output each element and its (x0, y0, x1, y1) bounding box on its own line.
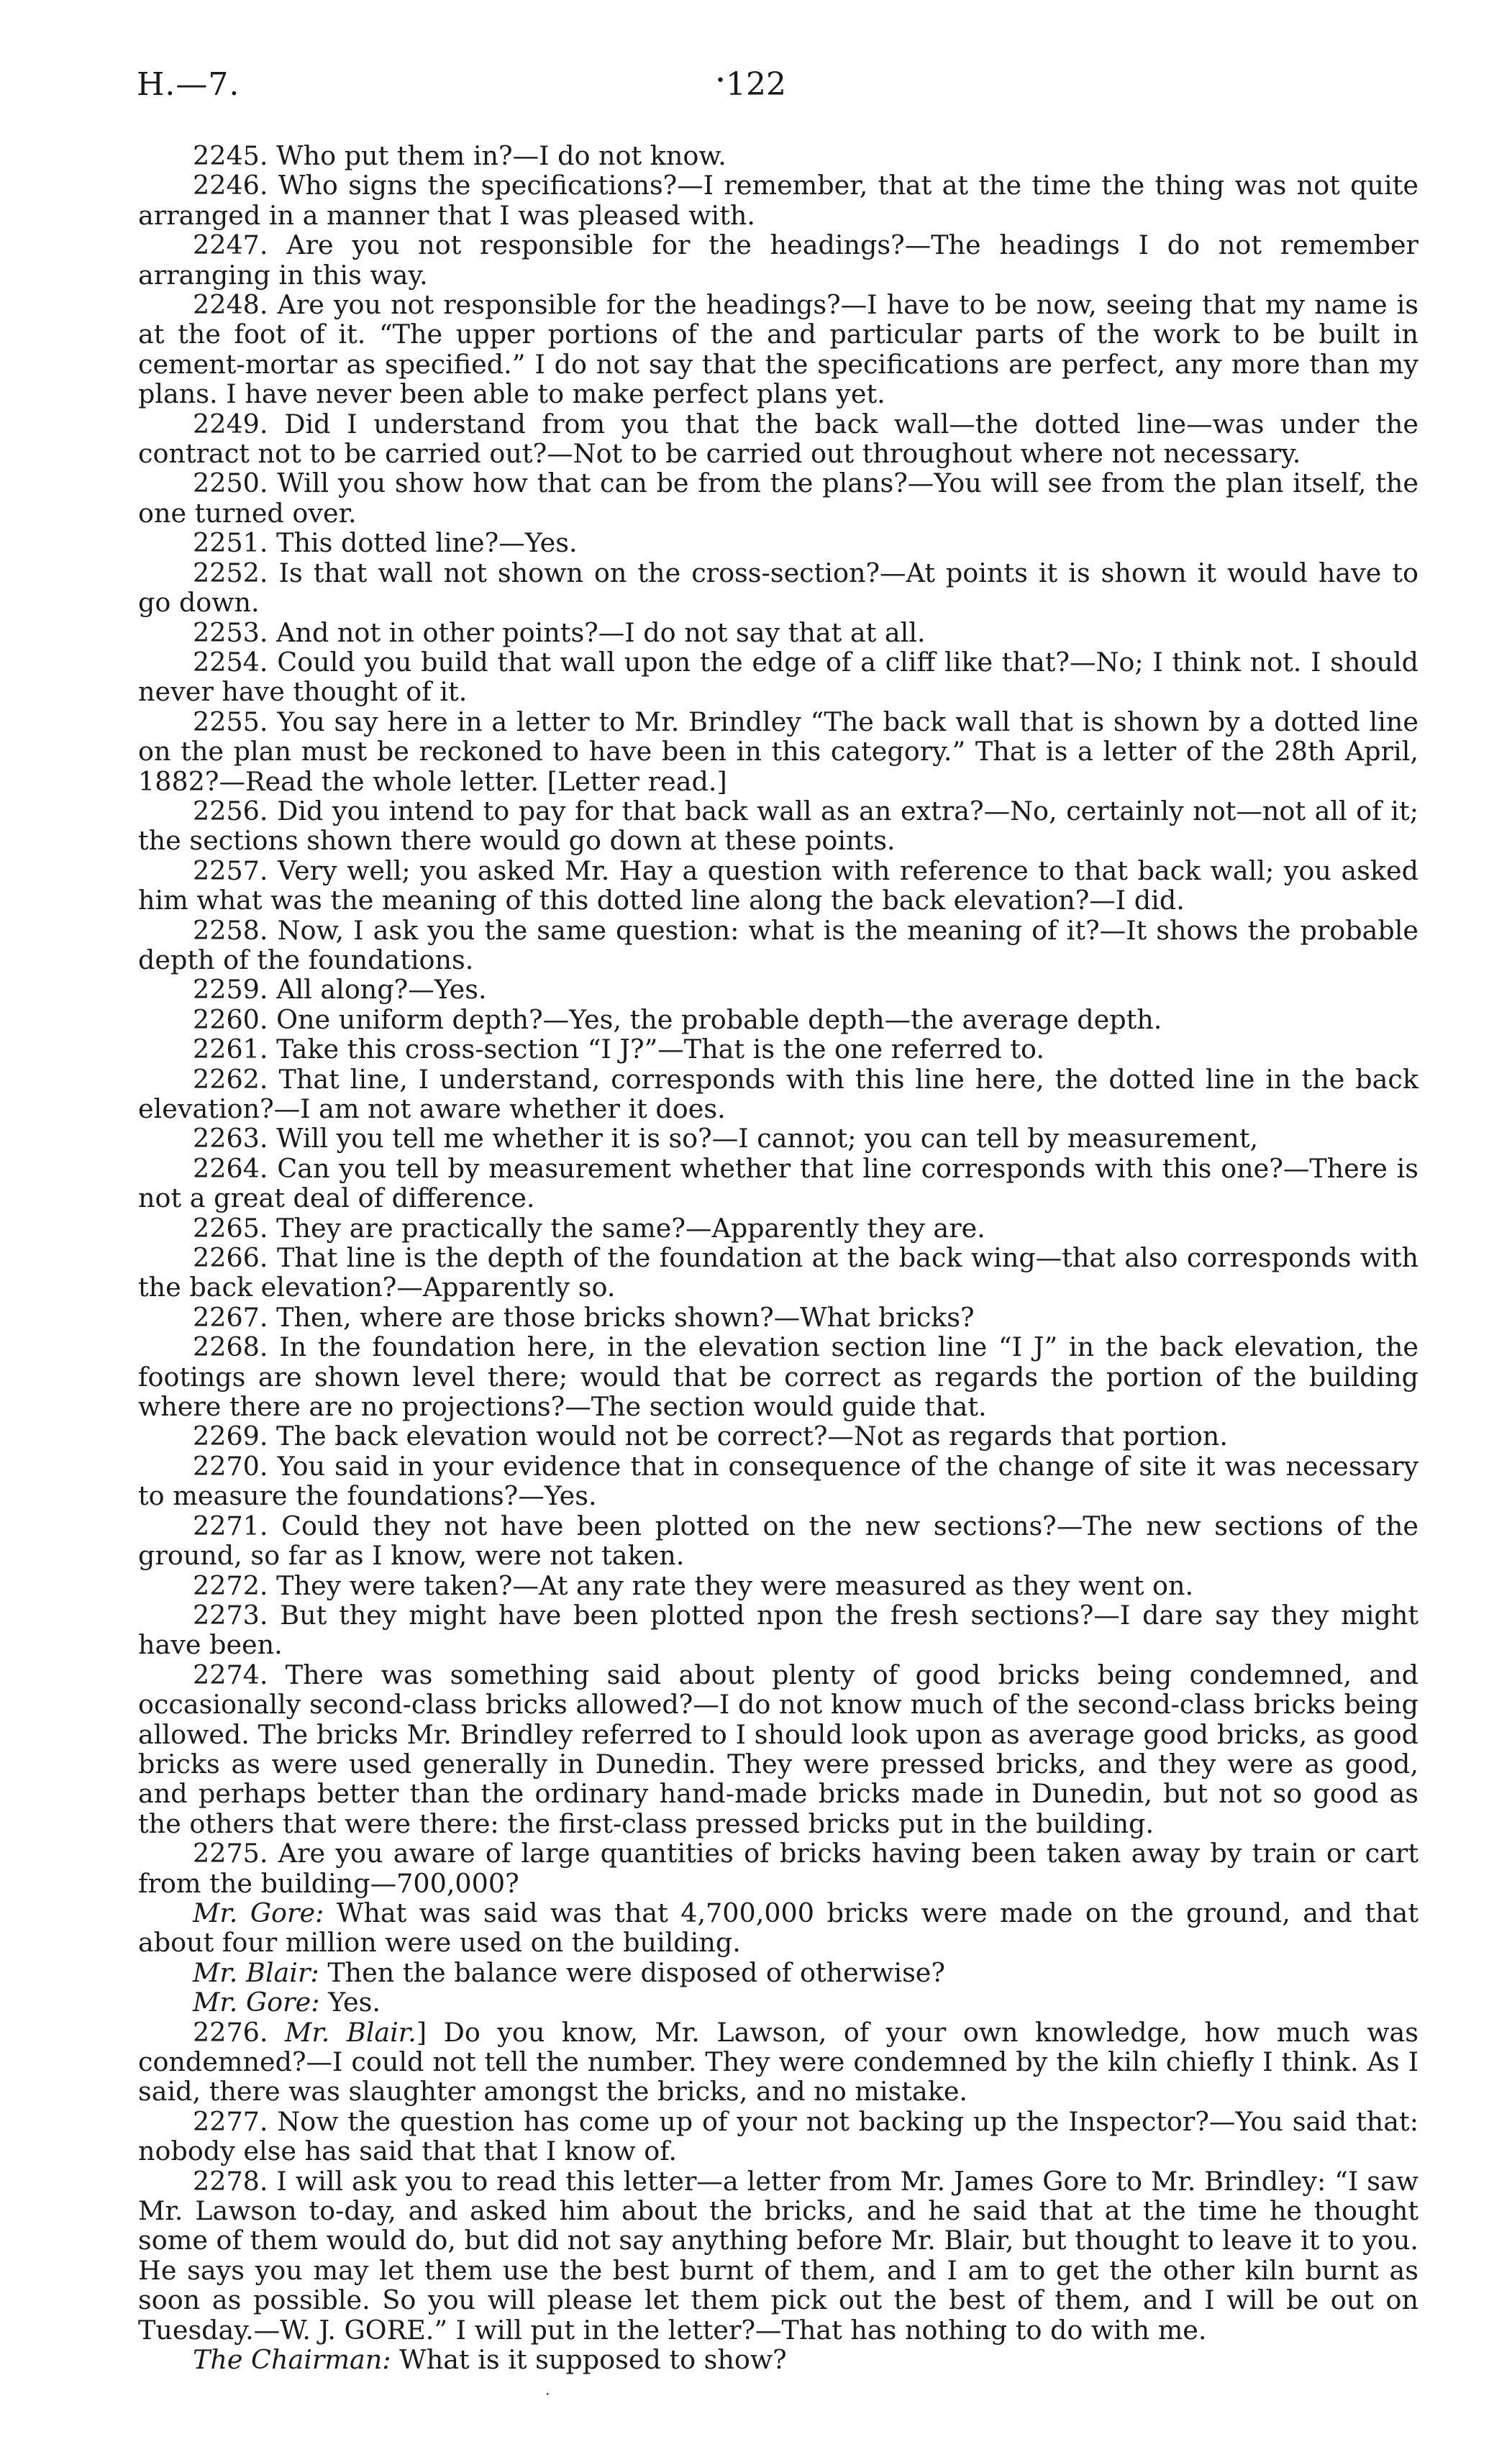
paragraph-text: 2273. But they might have been plotted npon the fresh sections?—I dare say they might have been. (138, 1599, 1418, 1661)
paragraph-text: 2267. Then, where are those bricks shown?—What bricks? (193, 1301, 975, 1333)
testimony-paragraph (138, 1511, 1418, 1571)
header-dot-mark: • (716, 72, 725, 90)
paragraph-text: 2260. One uniform depth?—Yes, the probable depth—the average depth. (193, 1003, 1162, 1035)
testimony-paragraph (138, 2018, 1418, 2107)
paragraph-text: 2251. This dotted line?—Yes. (193, 527, 578, 559)
paragraph-text: 2262. That line, I understand, corresponds with this line here, the dotted line in the back elevation?—I am not aware whether it does. (138, 1063, 1418, 1124)
paragraph-text: 2250. Will you show how that can be from the plans?—You will see from the plan itself, the one turned over. (138, 468, 1418, 529)
paragraph-text: Do you know, Mr. Lawson, of your own knowledge, how much was condemned?—I could not tell the number. They were condemned by the kiln chiefly I think. As I said, there was slaughter amongst the bricks, and no mistake. (138, 2016, 1419, 2107)
testimony-paragraph (138, 1332, 1418, 1421)
speaker-name: Mr. Gore: (193, 1987, 320, 2018)
paragraph-text: 2258. Now, I ask you the same question: what is the meaning of it?—It shows the probable depth of the foundations. (138, 914, 1418, 975)
paragraph-text: 2274. There was something said about plenty of good bricks being condemned, and occasionally second-class bricks allowed?—I do not know much of the second-class bricks being allowed. The bricks Mr. Brindley referred to I should look upon as average good bricks, as good bricks as were used generally in Dunedin. They were pressed bricks, and they were as good, and perhaps better than the ordinary hand-made bricks made in Dunedin, but not so good as the others that were there: the first-class pressed bricks put in the building. (138, 1659, 1418, 1839)
paragraph-text: 2268. In the foundation here, in the elevation section line “I J” in the back elevation, the footings are shown level there; would that be correct as regards the portion of the building where there are no projections?—The section would guide that. (138, 1331, 1418, 1423)
testimony-paragraph (138, 1065, 1418, 1124)
testimony-paragraph (138, 1213, 1418, 1243)
paragraph-text: 2275. Are you aware of large quantities of bricks having been taken away by train or cart from the building—700,000? (138, 1838, 1418, 1899)
testimony-body (138, 141, 1418, 2374)
testimony-paragraph (138, 468, 1418, 528)
speaker-name: Mr. Gore: (193, 1897, 324, 1928)
testimony-paragraph (138, 1898, 1418, 1958)
speaker-name: Mr. Blair. (284, 2016, 416, 2048)
testimony-paragraph (138, 141, 1418, 170)
testimony-paragraph (138, 558, 1418, 618)
testimony-paragraph (138, 647, 1418, 707)
testimony-paragraph (138, 170, 1418, 230)
paragraph-text: 2277. Now the question has come up of your not backing up the Inspector?—You said that: nobody else has said that that I know of. (138, 2105, 1418, 2167)
paragraph-text: What was said was that 4,700,000 bricks were made on the ground, and that about four million were used on the building. (138, 1897, 1418, 1959)
testimony-paragraph (138, 707, 1418, 796)
testimony-paragraph (138, 409, 1418, 469)
paragraph-text: 2259. All along?—Yes. (193, 974, 487, 1006)
paragraph-text: 2271. Could they not have been plotted on the new sections?—The new sections of the ground, so far as I know, were not taken. (138, 1510, 1418, 1572)
paragraph-text: 2269. The back elevation would not be correct?—Not as regards that portion. (193, 1421, 1228, 1452)
paragraph-text: 2266. That line is the depth of the foundation at the back wing—that also corresponds with the back elevation?—Apparently so. (138, 1242, 1418, 1303)
testimony-paragraph (138, 1421, 1418, 1451)
testimony-paragraph (138, 916, 1418, 975)
paragraph-text: 2272. They were taken?—At any rate they were measured as they went on. (193, 1569, 1194, 1601)
paragraph-text: 2246. Who signs the specifications?—I remember, that at the time the thing was not quite arranged in a manner that I was pleased with. (138, 170, 1418, 231)
testimony-paragraph (138, 1452, 1418, 1511)
speaker-name: The Chairman: (193, 2344, 391, 2376)
testimony-paragraph (138, 1571, 1418, 1600)
testimony-paragraph (138, 2166, 1418, 2345)
testimony-paragraph (138, 2345, 1418, 2374)
question-number: 2276. (193, 2016, 268, 2048)
paragraph-text: 2254. Could you build that wall upon the edge of a cliff like that?—No; I think not. I should never have thought of it. (138, 646, 1418, 708)
testimony-paragraph (138, 1303, 1418, 1332)
page-number: 122 (726, 66, 786, 103)
paragraph-text: 2256. Did you intend to pay for that back wall as an extra?—No, certainly not—not all of it; the sections shown there would go down at these points. (138, 795, 1418, 857)
paragraph-text: 2255. You say here in a letter to Mr. Brindley “The back wall that is shown by a dotted line on the plan must be reckoned to have been in this category.” That is a letter of the 28th April, 1882?—Read the whole letter. [Letter read.] (138, 706, 1418, 797)
testimony-paragraph (138, 1005, 1418, 1034)
paragraph-text: Yes. (328, 1987, 381, 2018)
paragraph-text: 2247. Are you not responsible for the headings?—The headings I do not remember arranging in this way. (138, 229, 1418, 291)
testimony-paragraph (138, 1034, 1418, 1064)
paragraph-text: 2248. Are you not responsible for the headings?—I have to be now, seeing that my name is at the foot of it. “The upper portions of the and particular parts of the work to be built in cement-mortar as specified.” I do not say that the specifications are perfect, any more than my plans. I have never been able to make perfect plans yet. (138, 289, 1418, 410)
testimony-paragraph (138, 796, 1418, 856)
page-header (137, 66, 1375, 117)
document-reference: H.—7. (137, 66, 240, 103)
paragraph-text: 2249. Did I understand from you that the back wall—the dotted line—was under the contract not to be carried out?—Not to be carried out throughout where not necessary. (138, 408, 1418, 470)
paragraph-text: 2261. Take this cross-section “I J?”—That is the one referred to. (193, 1034, 1044, 1065)
paragraph-text: 2257. Very well; you asked Mr. Hay a question with reference to that back wall; you asked him what was the meaning of this dotted line along the back elevation?—I did. (138, 855, 1418, 916)
paragraph-text: 2270. You said in your evidence that in consequence of the change of site it was necessary to measure the foundations?—Yes. (138, 1450, 1418, 1512)
paragraph-text: 2264. Can you tell by measurement whether that line corresponds with this one?—There is not a great deal of difference. (138, 1152, 1418, 1214)
testimony-paragraph (138, 1243, 1418, 1303)
testimony-paragraph (138, 1154, 1418, 1213)
paragraph-text: 2278. I will ask you to read this letter—a letter from Mr. James Gore to Mr. Brindley: “I saw Mr. Lawson to-day, and asked him about the bricks, and he said that at the time he thought some of them would do, but did not say anything before Mr. Blair, but thought to leave it to you. He says you may let them use the best burnt of them, and I am to get the other kiln burnt as soon as possible. So you will please let them pick out the best of them, and I will be out on Tuesday.—W. J. GORE.” I will put in the letter?—That has nothing to do with me. (138, 2165, 1418, 2346)
testimony-paragraph (138, 1660, 1418, 1838)
testimony-paragraph (138, 1958, 1418, 1987)
testimony-paragraph (138, 2107, 1418, 2166)
paragraph-text: Then the balance were disposed of otherwise? (327, 1956, 945, 1988)
testimony-paragraph (138, 290, 1418, 409)
paragraph-text: What is it supposed to show? (399, 2344, 787, 2376)
testimony-paragraph (138, 1600, 1418, 1660)
paragraph-text: 2265. They are practically the same?—Apparently they are. (193, 1212, 985, 1244)
testimony-paragraph (138, 618, 1418, 647)
paragraph-text: 2252. Is that wall not shown on the cross-section?—At points it is shown it would have to go down. (138, 557, 1418, 619)
testimony-paragraph (138, 230, 1418, 290)
speaker-name: Mr. Blair: (193, 1956, 319, 1988)
testimony-paragraph (138, 1987, 1418, 2017)
footer-dot-mark: · (545, 2385, 550, 2402)
testimony-paragraph (138, 1124, 1418, 1153)
paragraph-text: 2245. Who put them in?—I do not know. (193, 140, 727, 171)
testimony-paragraph (138, 975, 1418, 1004)
testimony-paragraph (138, 528, 1418, 557)
speaker-bracket: ] (416, 2016, 427, 2048)
paragraph-text: 2253. And not in other points?—I do not say that at all. (193, 616, 926, 648)
testimony-paragraph (138, 856, 1418, 916)
testimony-paragraph (138, 1838, 1418, 1898)
paragraph-text: 2263. Will you tell me whether it is so?—I cannot; you can tell by measurement, (193, 1123, 1259, 1154)
